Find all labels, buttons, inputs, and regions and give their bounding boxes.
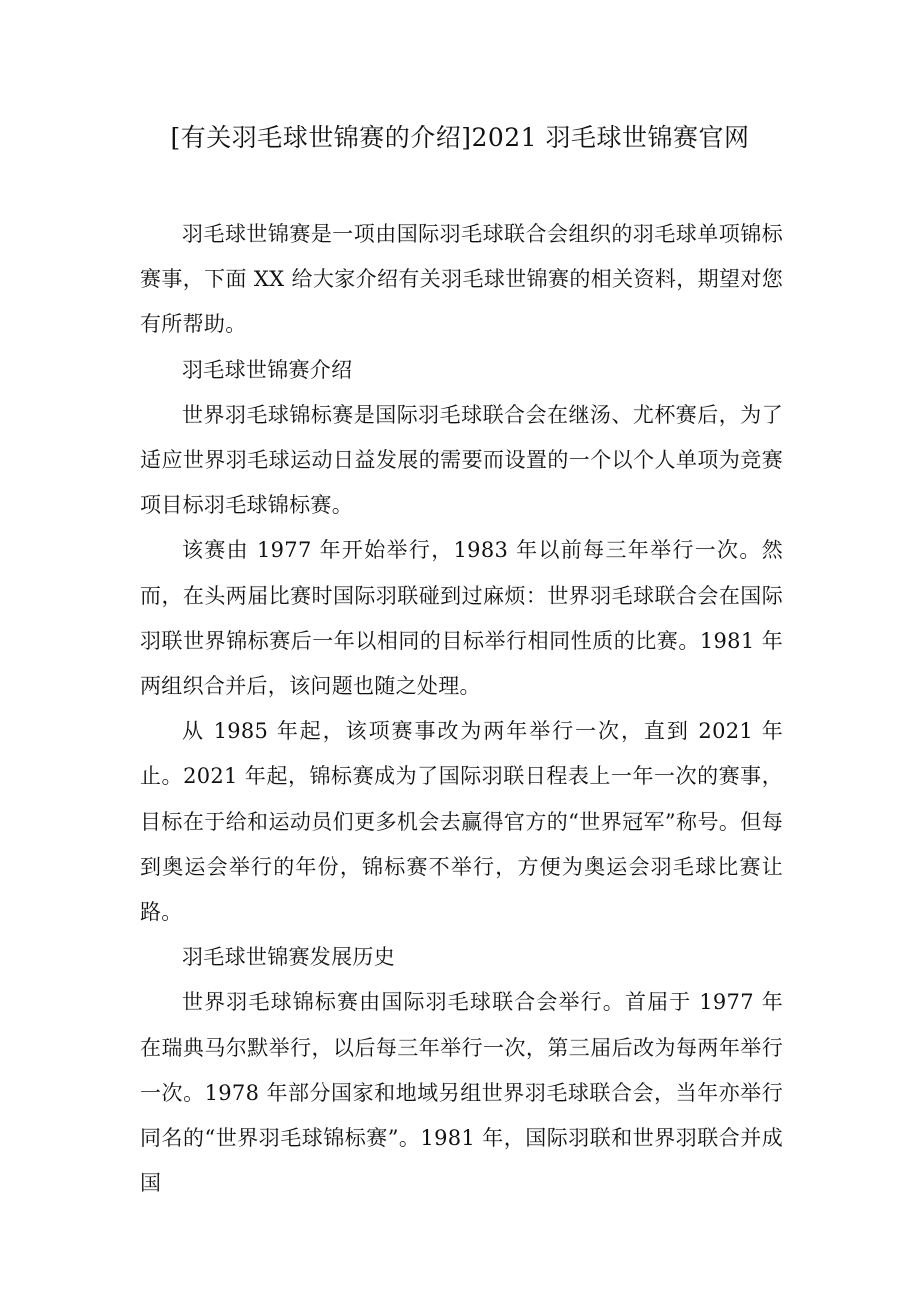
document-body xyxy=(140,212,783,1206)
paragraph-1985-change: 从 1985 年起，该项赛事改为两年举行一次，直到 2021 年止。2021 年起，锦标赛成为了国际羽联日程表上一年一次的赛事，目标在于给和运动员们更多机会去赢得官方的“世界冠军”称号。但每到奥运会举行的年份，锦标赛不举行，方便为奥运会羽毛球比赛让路。 xyxy=(140,719,783,925)
paragraph-intro: 羽毛球世锦赛是一项由国际羽毛球联合会组织的羽毛球单项锦标赛事，下面 XX 给大家介绍有关羽毛球世锦赛的相关资料，期望对您有所帮助。 xyxy=(140,222,783,337)
paragraph-1977-start: 该赛由 1977 年开始举行，1983 年以前每三年举行一次。然而，在头两届比赛时国际羽联碰到过麻烦：世界羽毛球联合会在国际羽联世界锦标赛后一年以相同的目标举行相同性质的比赛。1981 年两组织合并后，该问题也随之处理。 xyxy=(140,538,783,699)
paragraph-world-championships: 世界羽毛球锦标赛是国际羽毛球联合会在继汤、尤杯赛后，为了适应世界羽毛球运动日益发展的需要而设置的一个以个人单项为竞赛项目标羽毛球锦标赛。 xyxy=(140,402,783,518)
document-title: [有关羽毛球世锦赛的介绍]2021 羽毛球世锦赛官网 xyxy=(170,123,750,152)
paragraph-history: 世界羽毛球锦标赛由国际羽毛球联合会举行。首届于 1977 年在瑞典马尔默举行，以后每三年举行一次，第三届后改为每两年举行一次。1978 年部分国家和地域另组世界羽毛球联合会，当年亦举行同名的“世界羽毛球锦标赛”。1981 年，国际羽联和世界羽联合并成国 xyxy=(140,990,783,1196)
section-heading-history: 羽毛球世锦赛发展历史 xyxy=(182,945,395,970)
section-heading-introduction: 羽毛球世锦赛介绍 xyxy=(182,357,353,382)
